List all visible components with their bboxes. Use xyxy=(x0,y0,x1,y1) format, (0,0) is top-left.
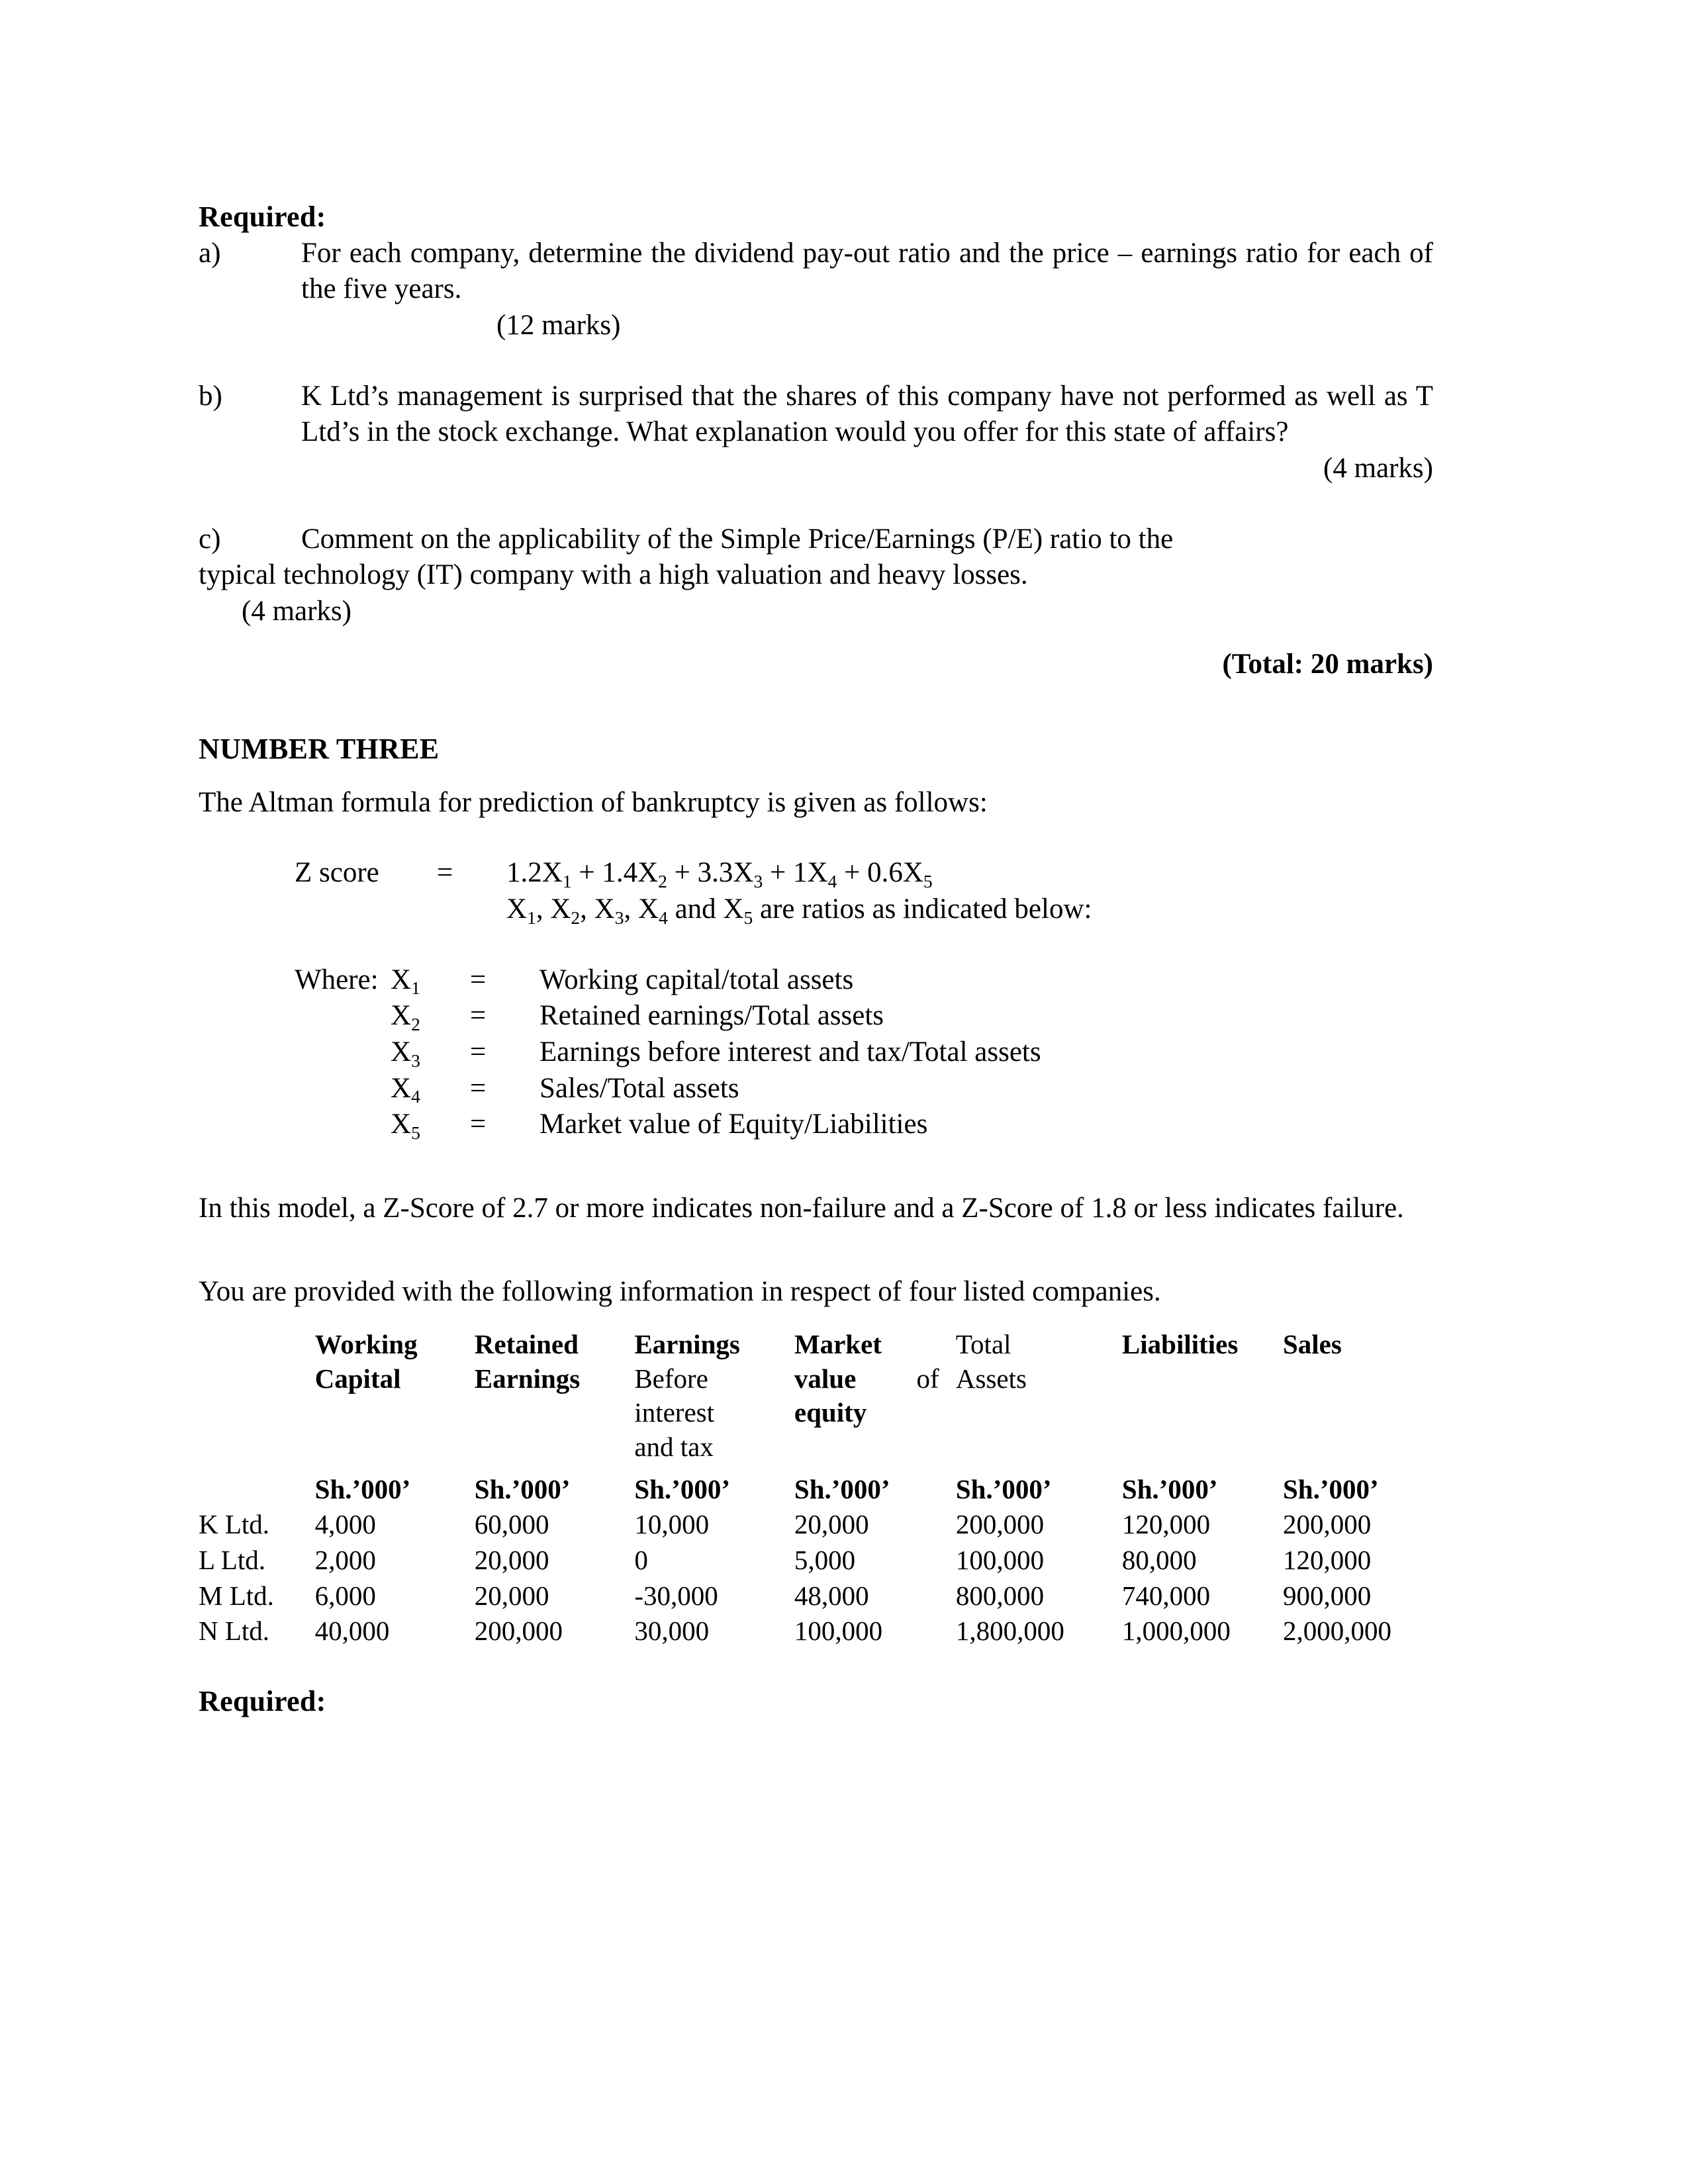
cell-ebit: 30,000 xyxy=(634,1615,710,1647)
header-line: equity xyxy=(794,1397,867,1428)
altman-intro: The Altman formula for prediction of bankruptcy is given as follows: xyxy=(199,786,988,818)
list-marker-b: b) xyxy=(199,380,222,412)
header-cell-of xyxy=(916,1328,955,1465)
formula-expression: $1.2X_1 + 1.4X_2 + 3.3X_3 + 1X_4 + 0.6X_5$ xyxy=(506,857,933,892)
spacer xyxy=(199,1310,1433,1328)
row-label: M Ltd. xyxy=(199,1580,274,1611)
header-cell-liabilities xyxy=(1122,1328,1283,1465)
list-marker-c: c) xyxy=(199,523,221,555)
cell-retained-earnings: 200,000 xyxy=(474,1615,563,1647)
header-line: and tax xyxy=(634,1431,714,1462)
cell-total-assets: 800,000 xyxy=(955,1580,1045,1611)
header-line: Earnings xyxy=(634,1328,740,1359)
where-var-x4: $X_4$ xyxy=(391,1072,420,1107)
header-line: Liabilities xyxy=(1121,1328,1239,1359)
header-line: Sales xyxy=(1282,1328,1342,1359)
spacer xyxy=(199,1143,1433,1191)
cell-market-value-equity: 5,000 xyxy=(794,1544,856,1575)
units-cell-blank xyxy=(199,1465,315,1507)
cell-working-capital: 4,000 xyxy=(314,1509,376,1540)
model-note: In this model, a Z-Score of 2.7 or more indicates non-failure and a Z-Score of 1.8 or less indicates failure. xyxy=(199,1192,1404,1224)
table-row xyxy=(199,1613,1443,1649)
table-header-row xyxy=(199,1328,1443,1465)
row-label: N Ltd. xyxy=(199,1615,270,1647)
spacer xyxy=(199,629,1433,647)
cell-working-capital: 6,000 xyxy=(314,1580,376,1611)
spacer xyxy=(199,344,1433,379)
header-line: Assets xyxy=(955,1363,1027,1394)
marks-a: (12 marks) xyxy=(496,310,621,341)
units-cell: Sh.’000’ xyxy=(1282,1473,1379,1504)
list-text-c-rest: typical technology (IT) company with a high valuation and heavy losses. xyxy=(199,559,1028,591)
cell-liabilities: 80,000 xyxy=(1121,1544,1197,1575)
where-block xyxy=(199,962,1433,1143)
header-cell-retained-earnings xyxy=(475,1328,635,1465)
units-cell: Sh.’000’ xyxy=(1121,1473,1218,1504)
document-content xyxy=(199,199,1433,1720)
where-equals-x3: = xyxy=(470,1036,487,1068)
list-text-a: For each company, determine the dividend pay-out ratio and the price – earnings ratio for each of the five years. xyxy=(301,237,1433,305)
formula-label: Z score xyxy=(295,857,379,889)
where-var-x1: $X_1$ xyxy=(391,964,420,999)
where-def-x5: Market value of Equity/Liabilities xyxy=(539,1109,928,1140)
marks-b: (4 marks) xyxy=(1323,452,1433,484)
required-heading-top: Required: xyxy=(199,201,326,233)
cell-liabilities: 120,000 xyxy=(1121,1509,1211,1540)
where-var-x5: $X_5$ xyxy=(391,1109,420,1143)
where-def-x2: Retained earnings/Total assets xyxy=(539,1000,884,1032)
where-equals-x1: = xyxy=(470,964,487,995)
where-def-x4: Sales/Total assets xyxy=(539,1072,739,1104)
cell-sales: 2,000,000 xyxy=(1282,1615,1391,1647)
cell-sales: 120,000 xyxy=(1282,1544,1372,1575)
spacer xyxy=(199,1649,1433,1683)
where-label: Where: xyxy=(295,964,379,995)
spacer xyxy=(199,1226,1433,1274)
spacer xyxy=(199,487,1433,522)
cell-retained-earnings: 20,000 xyxy=(474,1580,549,1611)
list-item-c xyxy=(199,522,1433,558)
where-equals-x2: = xyxy=(470,1000,487,1032)
where-row-x2 xyxy=(295,998,1433,1034)
cell-retained-earnings: 60,000 xyxy=(474,1509,549,1540)
formula-note: $X_1$, $X_2$, $X_3$, $X_4$ and $X_5$ are ratios as indicated below: xyxy=(506,893,1092,928)
spacer xyxy=(199,821,1433,855)
header-line: of xyxy=(916,1363,939,1394)
header-line: Total xyxy=(955,1328,1011,1359)
header-cell-blank xyxy=(199,1328,315,1465)
where-def-x3: Earnings before interest and tax/Total assets xyxy=(539,1036,1041,1068)
list-marker-a: a) xyxy=(199,237,221,269)
spacer xyxy=(199,768,1433,785)
formula-block xyxy=(199,855,1433,927)
table-row xyxy=(199,1506,1443,1542)
units-cell: Sh.’000’ xyxy=(955,1473,1052,1504)
header-cell-working-capital xyxy=(315,1328,475,1465)
table-intro: You are provided with the following information in respect of four listed companies. xyxy=(199,1276,1161,1308)
list-text-c-line1: Comment on the applicability of the Simple Price/Earnings (P/E) ratio to the xyxy=(301,523,1174,555)
section-heading-number-three: NUMBER THREE xyxy=(199,732,440,765)
cell-ebit: 10,000 xyxy=(634,1509,710,1540)
cell-ebit: 0 xyxy=(634,1544,648,1575)
list-item-b xyxy=(199,379,1433,451)
header-line: interest xyxy=(634,1397,715,1428)
header-line: value xyxy=(794,1363,857,1394)
cell-total-assets: 200,000 xyxy=(955,1509,1045,1540)
units-cell: Sh.’000’ xyxy=(794,1473,890,1504)
cell-liabilities: 740,000 xyxy=(1121,1580,1211,1611)
header-line: Earnings xyxy=(474,1363,581,1394)
header-cell-total-assets xyxy=(956,1328,1122,1465)
header-line: Working xyxy=(314,1328,418,1359)
formula-zscore-row xyxy=(295,855,1433,891)
formula-equals: = xyxy=(437,857,453,889)
cell-total-assets: 1,800,000 xyxy=(955,1615,1064,1647)
total-marks: (Total: 20 marks) xyxy=(1222,649,1433,680)
list-text-b: K Ltd’s management is surprised that the shares of this company have not performed as well as T Ltd’s in the stock exchange. What explanation would you offer for this state of affairs? xyxy=(301,380,1433,448)
cell-sales: 900,000 xyxy=(1282,1580,1372,1611)
header-line: Retained xyxy=(474,1328,579,1359)
header-cell-ebit xyxy=(634,1328,794,1465)
table-row xyxy=(199,1542,1443,1578)
spacer xyxy=(199,683,1433,731)
cell-working-capital: 2,000 xyxy=(314,1544,376,1575)
required-heading-bottom: Required: xyxy=(199,1684,326,1717)
cell-sales: 200,000 xyxy=(1282,1509,1372,1540)
cell-working-capital: 40,000 xyxy=(314,1615,390,1647)
header-line: Market xyxy=(794,1328,882,1359)
where-row-x4 xyxy=(295,1071,1433,1107)
cell-market-value-equity: 100,000 xyxy=(794,1615,883,1647)
units-cell: Sh.’000’ xyxy=(314,1473,411,1504)
where-var-x3: $X_3$ xyxy=(391,1036,420,1071)
formula-note-row xyxy=(295,891,1433,928)
where-var-x2: $X_2$ xyxy=(391,1000,420,1035)
table-row xyxy=(199,1578,1443,1614)
units-cell: Sh.’000’ xyxy=(474,1473,571,1504)
header-blank-line xyxy=(916,1328,955,1362)
row-label: K Ltd. xyxy=(199,1509,270,1540)
companies-table xyxy=(199,1328,1443,1649)
cell-market-value-equity: 20,000 xyxy=(794,1509,869,1540)
spacer xyxy=(199,928,1433,962)
header-line: Before xyxy=(634,1363,708,1394)
header-cell-sales xyxy=(1283,1328,1443,1465)
cell-total-assets: 100,000 xyxy=(955,1544,1045,1575)
header-cell-market-value-equity xyxy=(794,1328,917,1465)
marks-c: (4 marks) xyxy=(242,595,352,627)
where-def-x1: Working capital/total assets xyxy=(539,964,854,995)
where-equals-x4: = xyxy=(470,1072,487,1104)
where-row-x5 xyxy=(295,1107,1433,1143)
header-line: Capital xyxy=(314,1363,401,1394)
units-cell: Sh.’000’ xyxy=(634,1473,730,1504)
where-row-x1 xyxy=(295,962,1433,999)
cell-market-value-equity: 48,000 xyxy=(794,1580,869,1611)
list-item-a xyxy=(199,236,1433,308)
row-label: L Ltd. xyxy=(199,1544,265,1575)
cell-retained-earnings: 20,000 xyxy=(474,1544,549,1575)
where-equals-x5: = xyxy=(470,1109,487,1140)
table-units-row xyxy=(199,1465,1443,1507)
cell-ebit: -30,000 xyxy=(634,1580,718,1611)
cell-liabilities: 1,000,000 xyxy=(1121,1615,1231,1647)
where-row-x3 xyxy=(295,1034,1433,1071)
